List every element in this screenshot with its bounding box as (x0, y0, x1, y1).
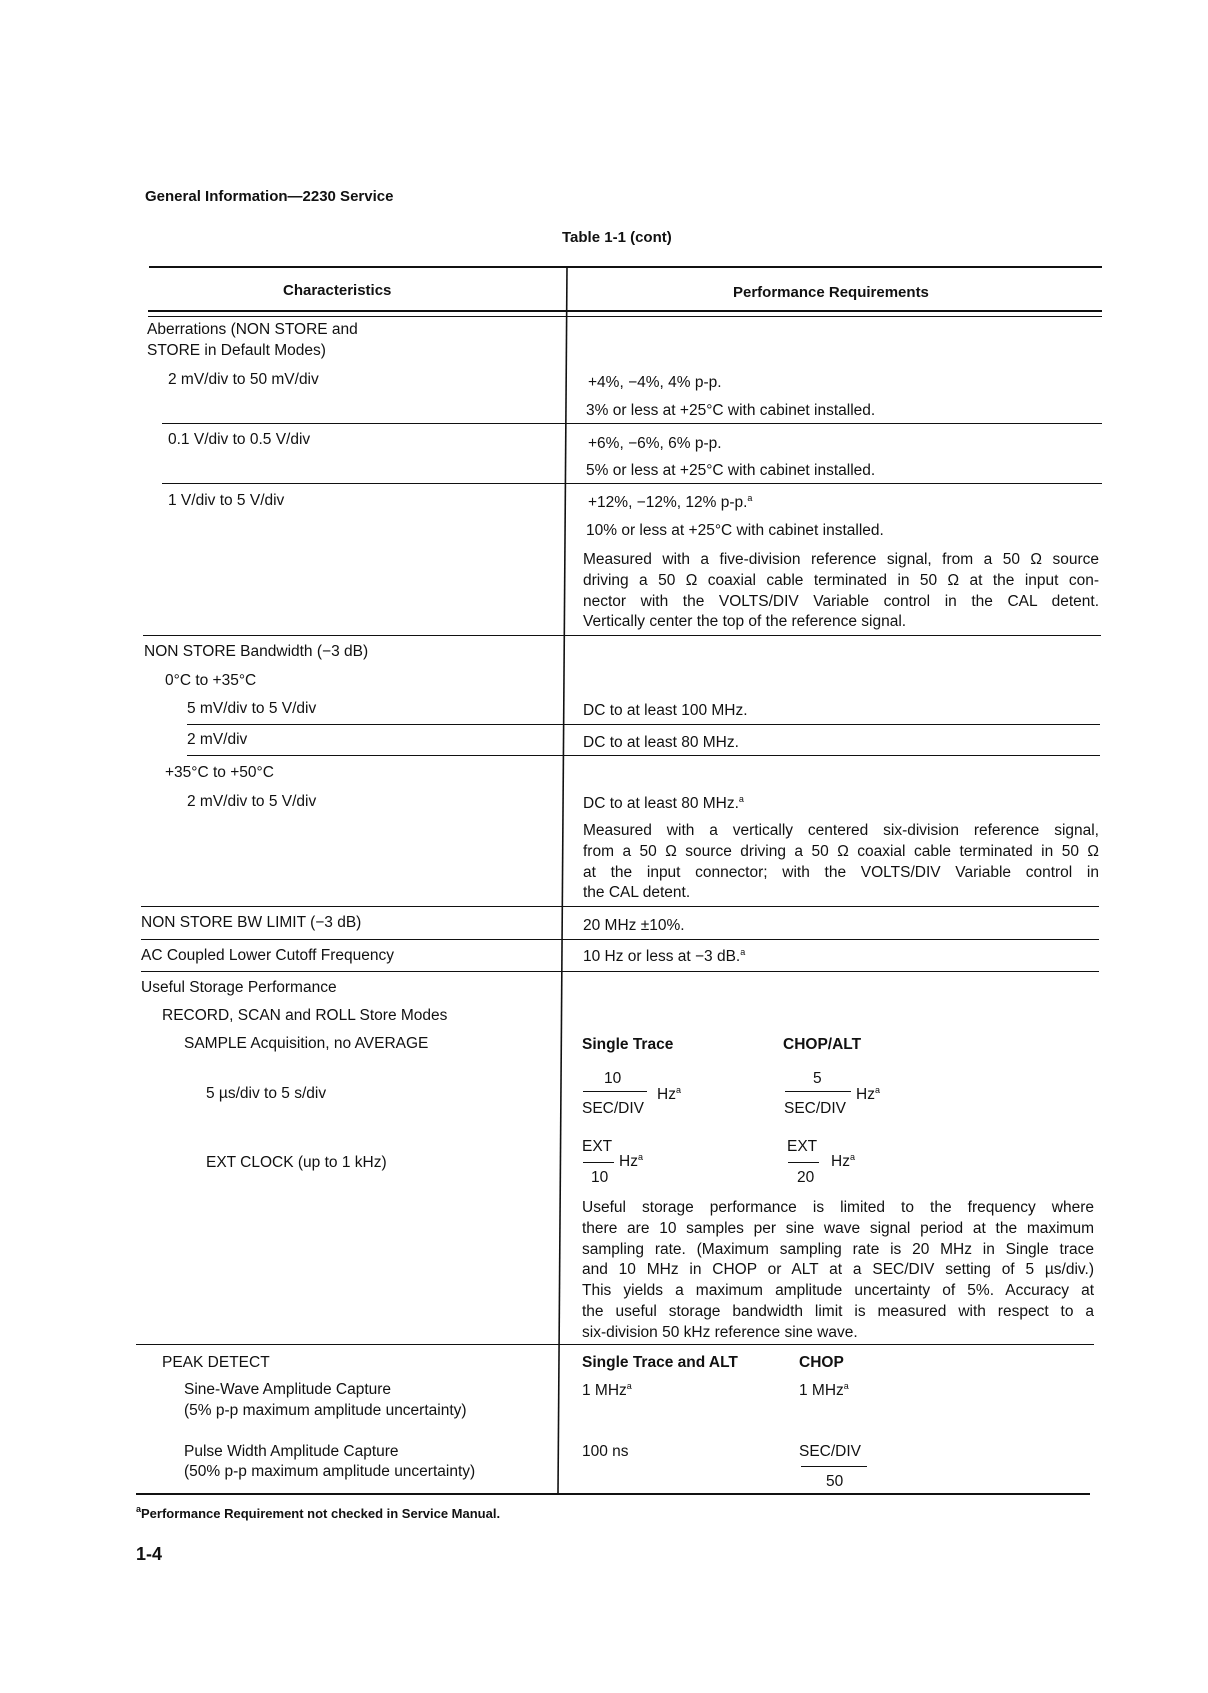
fraction-numerator: EXT (582, 1138, 613, 1155)
char-bw-limit: NON STORE BW LIMIT (−3 dB) (141, 914, 362, 931)
row-rule (143, 635, 1101, 636)
char-temp: +35°C to +50°C (165, 764, 274, 781)
req-text: +4%, −4%, 4% p-p. (588, 374, 722, 391)
req-text: 100 ns (582, 1443, 629, 1460)
char-sine-capture: Sine-Wave Amplitude Capture (184, 1381, 392, 1398)
req-text: DC to at least 80 MHz. (583, 734, 739, 751)
fraction-bar (785, 1091, 851, 1092)
fraction-denominator: 10 (591, 1169, 609, 1186)
char-bandwidth: NON STORE Bandwidth (−3 dB) (144, 643, 369, 660)
char-ext-clock: EXT CLOCK (up to 1 kHz) (206, 1154, 387, 1171)
fraction-denominator: 20 (797, 1169, 815, 1186)
page-number: 1-4 (136, 1544, 163, 1564)
subheader-chop: CHOP (799, 1354, 844, 1371)
table-bottom-rule (136, 1493, 1090, 1495)
row-rule (187, 755, 1100, 756)
char-sine-capture-note: (5% p-p maximum amplitude uncertainty) (184, 1402, 467, 1419)
req-text: 20 MHz ±10%. (583, 917, 685, 934)
char-pulse-capture-note: (50% p-p maximum amplitude uncertainty) (184, 1463, 476, 1480)
char-range: 0.1 V/div to 0.5 V/div (168, 431, 311, 448)
char-useful-storage: Useful Storage Performance (141, 979, 337, 996)
fraction-bar (583, 1162, 614, 1163)
fraction-numerator: 10 (604, 1070, 622, 1087)
char-range: 2 mV/div to 5 V/div (187, 793, 317, 810)
row-rule (162, 423, 1102, 424)
char-range: 5 mV/div to 5 V/div (187, 700, 317, 717)
fraction-bar (788, 1162, 819, 1163)
char-secdiv-range: 5 µs/div to 5 s/div (206, 1085, 327, 1102)
req-text: DC to at least 80 MHz.$^a$ (583, 794, 744, 812)
unit-hz: Hz$^a$ (856, 1085, 880, 1103)
char-temp: 0°C to +35°C (165, 672, 257, 689)
req-text: DC to at least 100 MHz. (583, 702, 748, 719)
row-rule (141, 906, 1099, 907)
fraction-denominator: SEC/DIV (582, 1100, 645, 1117)
subheader-chop-alt: CHOP/ALT (783, 1036, 862, 1053)
fraction-denominator: 50 (826, 1473, 844, 1490)
req-text: 10 Hz or less at −3 dB.$^a$ (583, 947, 746, 965)
fraction-numerator: SEC/DIV (799, 1443, 862, 1460)
req-text: 1 MHz$^a$ (799, 1381, 849, 1399)
req-text: +12%, −12%, 12% p-p.$^a$ (588, 493, 753, 511)
row-rule (136, 1344, 1094, 1345)
row-rule (162, 483, 1102, 484)
unit-hz: Hz$^a$ (831, 1152, 855, 1170)
fraction-bar (801, 1466, 867, 1467)
unit-hz: Hz$^a$ (657, 1085, 681, 1103)
subheader-single-trace-alt: Single Trace and ALT (582, 1354, 738, 1371)
table-title: Table 1-1 (cont) (562, 229, 672, 246)
column-header-characteristics: Characteristics (283, 282, 392, 299)
req-text: 3% or less at +25°C with cabinet installed. (586, 402, 876, 419)
char-range: 2 mV/div (187, 731, 248, 748)
req-text: 10% or less at +25°C with cabinet installed. (586, 522, 884, 539)
fraction-numerator: EXT (787, 1138, 818, 1155)
char-store-modes: RECORD, SCAN and ROLL Store Modes (162, 1007, 448, 1024)
char-sample-acq: SAMPLE Acquisition, no AVERAGE (184, 1035, 429, 1052)
char-range: 2 mV/div to 50 mV/div (168, 371, 319, 388)
req-text: +6%, −6%, 6% p-p. (588, 435, 722, 452)
char-pulse-capture: Pulse Width Amplitude Capture (184, 1443, 399, 1460)
char-aberrations-cont: STORE in Default Modes) (147, 342, 326, 359)
row-rule (141, 939, 1099, 940)
char-peak-detect: PEAK DETECT (162, 1354, 270, 1371)
req-paragraph: Useful storage performance is limited to the frequency where there are 10 samples per sine wave signal period at the maximum sampling rate. (Maximum sampling rate is 20 MHz in Single trace and 10 MHz in CHOP or ALT at a SEC/DIV setting of 5 µs/div.) This yields a maximum amplitude uncertainty of 5%. Accuracy at the useful storage bandwidth limit is measured with respect to a six-division 50 kHz reference sine wave. (582, 1199, 1094, 1341)
subheader-single-trace: Single Trace (582, 1036, 674, 1053)
column-header-performance: Performance Requirements (733, 284, 929, 301)
unit-hz: Hz$^a$ (619, 1152, 643, 1170)
char-range: 1 V/div to 5 V/div (168, 492, 285, 509)
req-paragraph: Measured with a vertically centered six-division reference signal, from a 50 Ω source driving a 50 Ω coaxial cable terminated in 50 Ω at the input connector; with the VOLTS/DIV Variable control in the CAL detent. (583, 822, 1099, 902)
footnote: $^a$Performance Requirement not checked in Service Manual. (136, 1504, 501, 1521)
fraction-denominator: SEC/DIV (784, 1100, 847, 1117)
char-ac-cutoff: AC Coupled Lower Cutoff Frequency (141, 947, 395, 964)
row-rule (187, 724, 1100, 725)
row-rule (141, 971, 1099, 972)
req-text: 1 MHz$^a$ (582, 1381, 632, 1399)
req-paragraph: Measured with a five-division reference signal, from a 50 Ω source driving a 50 Ω coaxial cable terminated in 50 Ω at the input con- nector with the VOLTS/DIV Variable control in the CAL detent. Vertically center the top of the reference signal. (583, 551, 1099, 631)
running-header: General Information—2230 Service (145, 188, 394, 205)
fraction-numerator: 5 (813, 1070, 822, 1087)
char-aberrations: Aberrations (NON STORE and (147, 321, 358, 338)
fraction-bar (583, 1091, 647, 1092)
req-text: 5% or less at +25°C with cabinet installed. (586, 462, 876, 479)
